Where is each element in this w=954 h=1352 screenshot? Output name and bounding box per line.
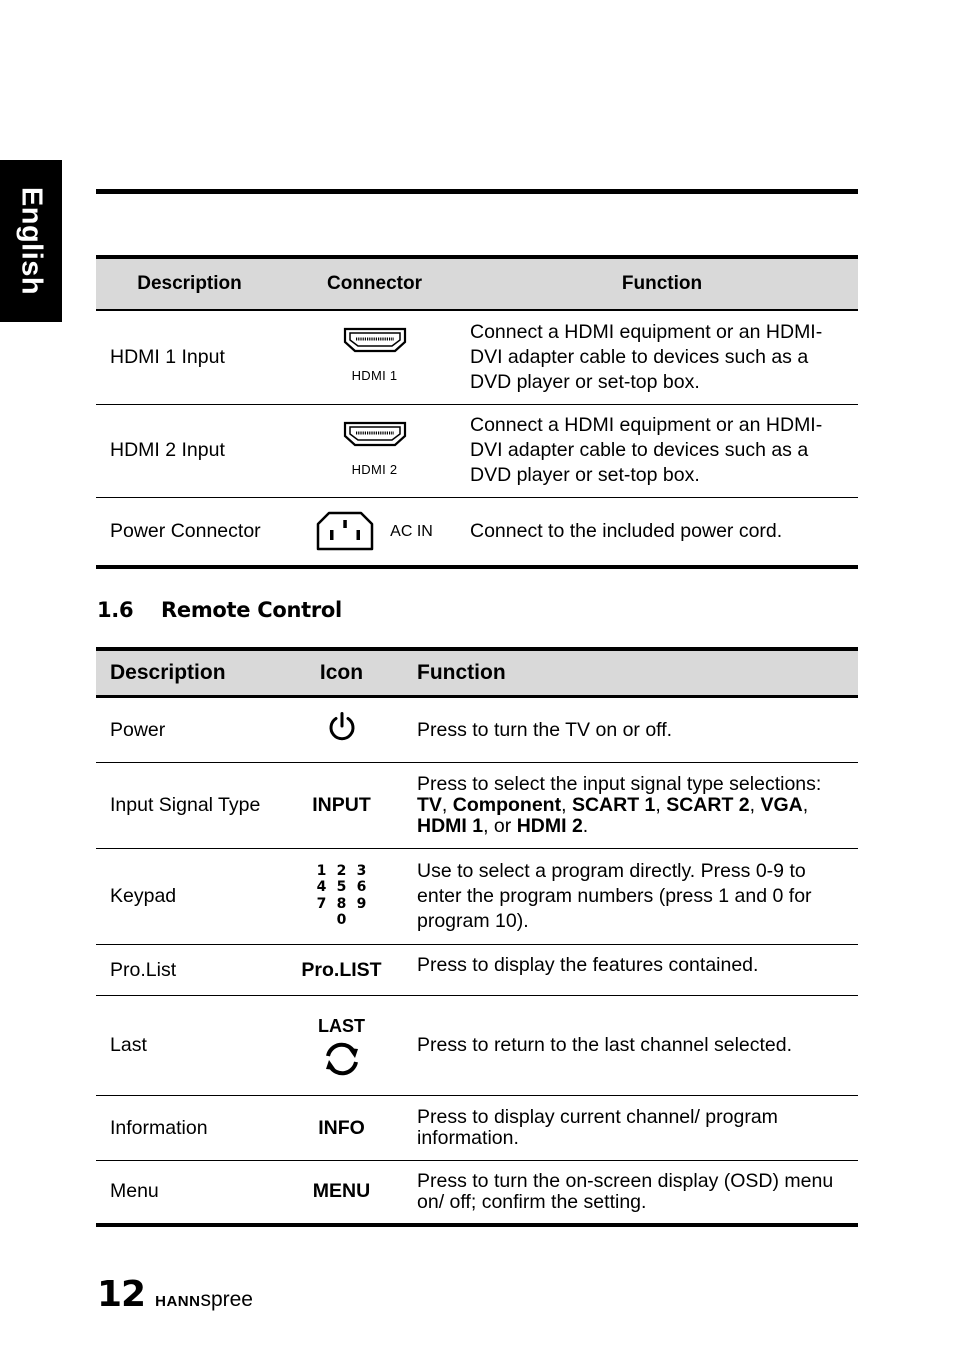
section-heading [97, 598, 342, 622]
table-row [96, 697, 858, 763]
row-description: HDMI 2 Input [96, 404, 283, 497]
section-number: 1.6 [97, 598, 134, 622]
info-key-label: INFO [266, 1096, 417, 1161]
row-function: Press to turn the on-screen display (OSD) menu on/ off; confirm the setting. [417, 1161, 858, 1225]
section-title: Remote Control [161, 598, 342, 622]
input-key-label: INPUT [266, 763, 417, 849]
table-row [96, 497, 858, 567]
page-footer [97, 1274, 253, 1315]
row-function: Press to display current channel/ program information. [417, 1096, 858, 1161]
row-description: Menu [96, 1161, 266, 1225]
row-function: Press to turn the TV on or off. [417, 718, 673, 741]
table-row [96, 404, 858, 497]
row-function: Use to select a program directly. Press 0-9 to enter the program numbers (press 1 and 0 for program 10). [417, 849, 858, 945]
ac-power-socket-icon [316, 511, 374, 551]
row-description: HDMI 1 Input [110, 345, 225, 368]
row-function: Connect a HDMI equipment or an HDMI-DVI adapter cable to devices such as a DVD player or set-top box. [466, 404, 858, 497]
return-arrows-icon [321, 1041, 363, 1077]
language-tab [0, 160, 62, 322]
col-header-description: Description [96, 257, 283, 310]
remote-control-table [96, 647, 858, 1227]
row-description: Keypad [96, 849, 266, 945]
connectors-table [96, 255, 858, 569]
row-description: Information [96, 1096, 266, 1161]
table-header-row [96, 649, 858, 697]
page-number: 12 [97, 1274, 146, 1315]
connector-label: HDMI 2 [351, 461, 398, 477]
menu-key-label: MENU [266, 1161, 417, 1225]
power-icon [327, 711, 357, 743]
col-header-connector: Connector [283, 257, 466, 310]
row-description: Pro.List [96, 945, 266, 996]
table-row [96, 996, 858, 1096]
row-description: Last [96, 996, 266, 1096]
col-header-function: Function [417, 649, 858, 697]
col-header-function: Function [466, 257, 858, 310]
brand-logo: HANNspree [155, 1288, 253, 1311]
table-row [96, 1161, 858, 1225]
table-row [96, 945, 858, 996]
prolist-key-label: Pro.LIST [266, 945, 417, 996]
col-header-icon: Icon [266, 649, 417, 697]
table-row [96, 1096, 858, 1161]
row-function: Connect to the included power cord. [466, 497, 858, 567]
table-row [96, 310, 858, 404]
hdmi-port-icon [343, 326, 407, 354]
top-rule [96, 189, 858, 194]
connector-label: AC IN [390, 522, 433, 540]
row-description: Power [110, 718, 166, 741]
row-function: Press to select the input signal type selections: TV, Component, SCART 1, SCART 2, VGA, HDMI 1, or HDMI 2. [417, 763, 858, 849]
col-header-description: Description [96, 649, 266, 697]
table-row [96, 763, 858, 849]
row-description: Power Connector [96, 497, 283, 567]
last-key-label: LAST [318, 1015, 365, 1036]
keypad-icon: 1 2 3 4 5 6 7 8 9 0 [316, 862, 367, 929]
row-function: Press to display the features contained. [417, 945, 858, 996]
table-row [96, 849, 858, 945]
row-function: Press to return to the last channel selected. [417, 996, 858, 1096]
row-function: Connect a HDMI equipment or an HDMI-DVI adapter cable to devices such as a DVD player or set-top box. [470, 320, 823, 393]
row-description: Input Signal Type [96, 763, 266, 849]
language-tab-label: English [15, 186, 48, 296]
hdmi-port-icon [343, 420, 407, 448]
connector-label: HDMI 1 [351, 368, 398, 384]
table-header-row [96, 257, 858, 310]
